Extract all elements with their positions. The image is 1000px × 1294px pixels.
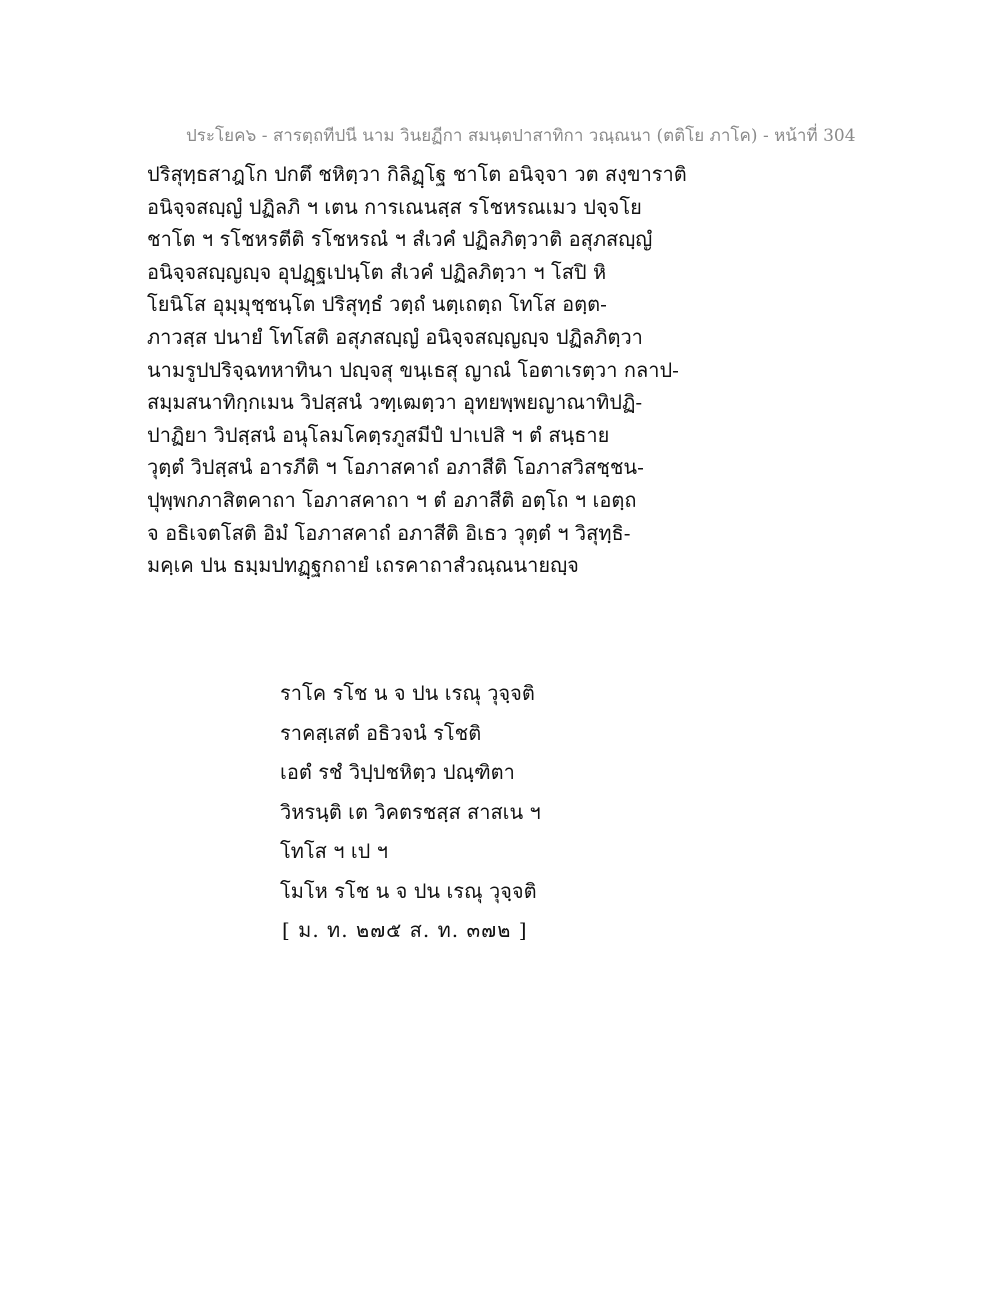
body-line: ปาฏิยา วิปสฺสนํ อนุโลมโคตฺรภูสมีปํ ปาเปสิ ฯ ตํ สนฺธาย <box>147 422 610 447</box>
verse-block <box>280 674 640 911</box>
body-line: นามรูปปริจฺฉทหาทินา ปญฺจสุ ขนฺเธสุ ญาณํ โอตาเรตฺวา กลาป- <box>147 357 679 382</box>
body-line: จ อธิเจตโสติ อิมํ โอภาสคาถํ อภาสีติ อิเธว วุตฺตํ ฯ วิสุทฺธิ- <box>147 520 631 545</box>
body-line: โยนิโส อุมฺมุชฺชนฺโต ปริสุทฺธํ วตฺถํ นตฺเถตฺถ โทโส อตฺต- <box>147 292 607 317</box>
citation-reference: [ ม. ท. ๒๗๕ ส. ท. ๓๗๒ ] <box>282 918 528 942</box>
verse-line: โทโส ฯ เป ฯ <box>280 839 388 863</box>
body-line: ปุพฺพกภาสิตคาถา โอภาสคาถา ฯ ตํ อภาสีติ อตฺโถ ฯ เอตฺถ <box>147 487 637 512</box>
body-line: วุตฺตํ วิปสฺสนํ อารภีติ ฯ โอภาสคาถํ อภาสีติ โอภาสวิสชฺชน- <box>147 455 644 480</box>
verse-line: ราคสฺเสตํ อธิวจนํ รโชติ <box>280 720 482 745</box>
running-header: ประโยค๖ - สารตฺถทีปนี นาม วินยฏีกา สมนฺตปาสาทิกา วณฺณนา (ตติโย ภาโค) - หน้าที่ 304 <box>186 126 856 146</box>
verse-line: โมโห รโช น จ ปน เรณุ วุจฺจติ <box>280 878 537 903</box>
body-line: ชาโต ฯ รโชหรตีติ รโชหรณํ ฯ สํเวคํ ปฏิลภิตฺวาติ อสุภสญฺญํ <box>147 227 653 252</box>
body-line: อนิจฺจสญฺญํ ปฏิลภิ ฯ เตน การเณนสฺส รโชหรณเมว ปจฺจโย <box>147 194 642 219</box>
body-paragraph <box>147 158 707 582</box>
body-line: มคฺเค ปน ธมฺมปทฏฺฐกถายํ เถรคาถาสํวณฺณนายญฺจ <box>147 553 579 578</box>
verse-line: ราโค รโช น จ ปน เรณุ วุจฺจติ <box>280 681 535 705</box>
verse-line: เอตํ รชํ วิปฺปชหิตฺว ปณฺฑิตา <box>280 760 515 784</box>
verse-line: วิหรนฺติ เต วิคตรชสฺส สาสเน ฯ <box>280 799 541 824</box>
body-line: อนิจฺจสญฺญญฺจ อุปฏฺฐเปนฺโต สํเวคํ ปฏิลภิตฺวา ฯ โสปิ หิ <box>147 259 607 284</box>
body-line: สมฺมสนาทิกฺกเมน วิปสฺสนํ วฑฺเฒตฺวา อุทยพฺพยญาณาทิปฏิ- <box>147 390 643 415</box>
body-line: ปริสุทฺธสาฎโก ปกตึ ชหิตฺวา กิลิฏฺโฐ ชาโต อนิจฺจา วต สงฺขาราติ <box>147 162 687 186</box>
body-line: ภาวสฺส ปนายํ โทโสติ อสุภสญฺญํ อนิจฺจสญฺญญฺจ ปฏิลภิตฺวา <box>147 324 643 349</box>
